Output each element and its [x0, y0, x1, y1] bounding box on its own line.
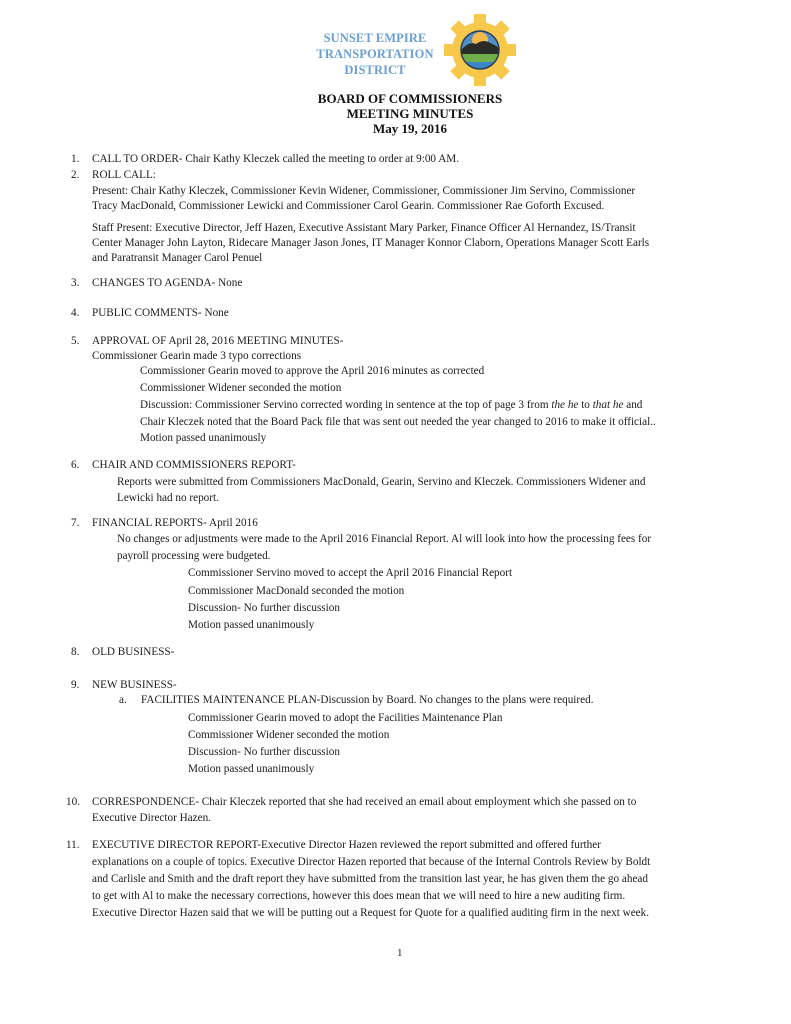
- discussion-text: Discussion: Commissioner Servino corrected wording in sentence at the top of page 3 from: [140, 399, 552, 411]
- item-number: 6.: [71, 459, 80, 471]
- call-to-order: CALL TO ORDER- Chair Kathy Kleczek called the meeting to order at 9:00 AM.: [92, 153, 460, 165]
- item-number: 9.: [71, 679, 80, 691]
- org-line-3: DISTRICT: [344, 63, 406, 77]
- motion-line: Discussion- No further discussion: [188, 602, 340, 614]
- item-number: 3.: [71, 277, 80, 289]
- old-business: OLD BUSINESS-: [92, 646, 175, 658]
- quoted-phrase: that he: [592, 399, 624, 411]
- roll-call-staff: Staff Present: Executive Director, Jeff Hazen, Executive Assistant Mary Parker, Finance Officer Al Hernandez, IS/Transit: [92, 222, 636, 234]
- item-number: 5.: [71, 335, 80, 347]
- discussion-text: to: [578, 399, 593, 411]
- roll-call-present: Tracy MacDonald, Commissioner Lewicki and Commissioner Carol Gearin. Commissioner Rae Goforth Excused.: [92, 200, 605, 212]
- item-number: 1.: [71, 153, 80, 165]
- roll-call-present: Present: Chair Kathy Kleczek, Commissioner Kevin Widener, Commissioner, Commissioner Jim Servino, Commissioner: [92, 185, 636, 197]
- chair-report-body: Lewicki had no report.: [117, 492, 219, 504]
- org-line-1: SUNSET EMPIRE: [323, 31, 427, 45]
- financial-reports-heading: FINANCIAL REPORTS- April 2016: [92, 517, 258, 529]
- chair-report-heading: CHAIR AND COMMISSIONERS REPORT-: [92, 459, 296, 471]
- motion-line: Commissioner Gearin moved to approve the April 2016 minutes as corrected: [140, 365, 485, 377]
- financial-reports-body: payroll processing were budgeted.: [117, 550, 271, 562]
- executive-director-report: explanations on a couple of topics. Executive Director Hazen reported that because of the Internal Controls Review by Boldt: [92, 856, 651, 868]
- meeting-date: May 19, 2016: [372, 121, 448, 136]
- motion-result: Motion passed unanimously: [188, 619, 315, 631]
- motion-result: Motion passed unanimously: [188, 763, 315, 775]
- gear-logo-icon: [444, 14, 516, 86]
- item-number: 2.: [71, 169, 80, 181]
- correspondence: Executive Director Hazen.: [92, 812, 211, 824]
- document-subtitle: MEETING MINUTES: [346, 106, 474, 121]
- roll-call-staff: and Paratransit Manager Carol Penuel: [92, 252, 263, 264]
- new-business-heading: NEW BUSINESS-: [92, 679, 177, 691]
- motion-result: Motion passed unanimously: [140, 432, 267, 444]
- item-number: 11.: [66, 839, 80, 851]
- item-number: 10.: [66, 796, 80, 808]
- item-number: 7.: [71, 517, 80, 529]
- motion-line: Commissioner Widener seconded the motion: [140, 382, 342, 394]
- facilities-plan: FACILITIES MAINTENANCE PLAN-Discussion by Board. No changes to the plans were required.: [141, 694, 594, 706]
- roll-call-heading: ROLL CALL:: [92, 169, 156, 181]
- public-comments: PUBLIC COMMENTS- None: [92, 307, 229, 319]
- motion-line: Commissioner Gearin moved to adopt the Facilities Maintenance Plan: [188, 712, 503, 724]
- document-header: [0, 0, 791, 145]
- approval-heading: APPROVAL OF April 28, 2016 MEETING MINUTES-: [92, 335, 344, 347]
- motion-line: Discussion- No further discussion: [188, 746, 340, 758]
- executive-director-report: to get with Al to make the necessary corrections, however this does mean that we will need to hire a new auditing firm.: [92, 890, 626, 902]
- roll-call-staff: Center Manager John Layton, Ridecare Manager Jason Jones, IT Manager Konnor Claborn, Operations Manager Scott Earls: [92, 237, 650, 249]
- discussion-line: Chair Kleczek noted that the Board Pack file that was sent out needed the year changed to 2016 to make it official..: [140, 416, 656, 428]
- changes-to-agenda: CHANGES TO AGENDA- None: [92, 277, 243, 289]
- financial-reports-body: No changes or adjustments were made to the April 2016 Financial Report. Al will look into how the processing fees for: [117, 533, 652, 545]
- discussion-line: [140, 398, 642, 412]
- executive-director-report: and Carlisle and Smith and the draft report they have submitted from the transition last year, he has given them the go ahead: [92, 873, 648, 885]
- item-number: 4.: [71, 307, 80, 319]
- org-line-2: TRANSPORTATION: [316, 47, 434, 61]
- motion-line: Commissioner MacDonald seconded the motion: [188, 585, 405, 597]
- executive-director-report: Executive Director Hazen said that we will be putting out a Request for Quote for a qualified auditing firm in the next week.: [92, 907, 650, 919]
- motion-line: Commissioner Servino moved to accept the April 2016 Financial Report: [188, 567, 513, 579]
- document-title: BOARD OF COMMISSIONERS: [317, 91, 503, 106]
- executive-director-report: EXECUTIVE DIRECTOR REPORT-Executive Director Hazen reviewed the report submitted and offered further: [92, 839, 601, 851]
- discussion-text: and: [623, 399, 643, 411]
- quoted-phrase: the he: [551, 399, 579, 411]
- page-number: 1: [397, 947, 403, 959]
- item-number: 8.: [71, 646, 80, 658]
- chair-report-body: Reports were submitted from Commissioners MacDonald, Gearin, Servino and Kleczek. Commissioners Widener and: [117, 476, 646, 488]
- title-block: [250, 91, 570, 136]
- organization-name: [300, 30, 450, 78]
- correspondence: CORRESPONDENCE- Chair Kleczek reported that she had received an email about employment which she passed on to: [92, 796, 637, 808]
- motion-line: Commissioner Widener seconded the motion: [188, 729, 390, 741]
- approval-note: Commissioner Gearin made 3 typo corrections: [92, 350, 302, 362]
- sub-item-letter: a.: [119, 694, 127, 706]
